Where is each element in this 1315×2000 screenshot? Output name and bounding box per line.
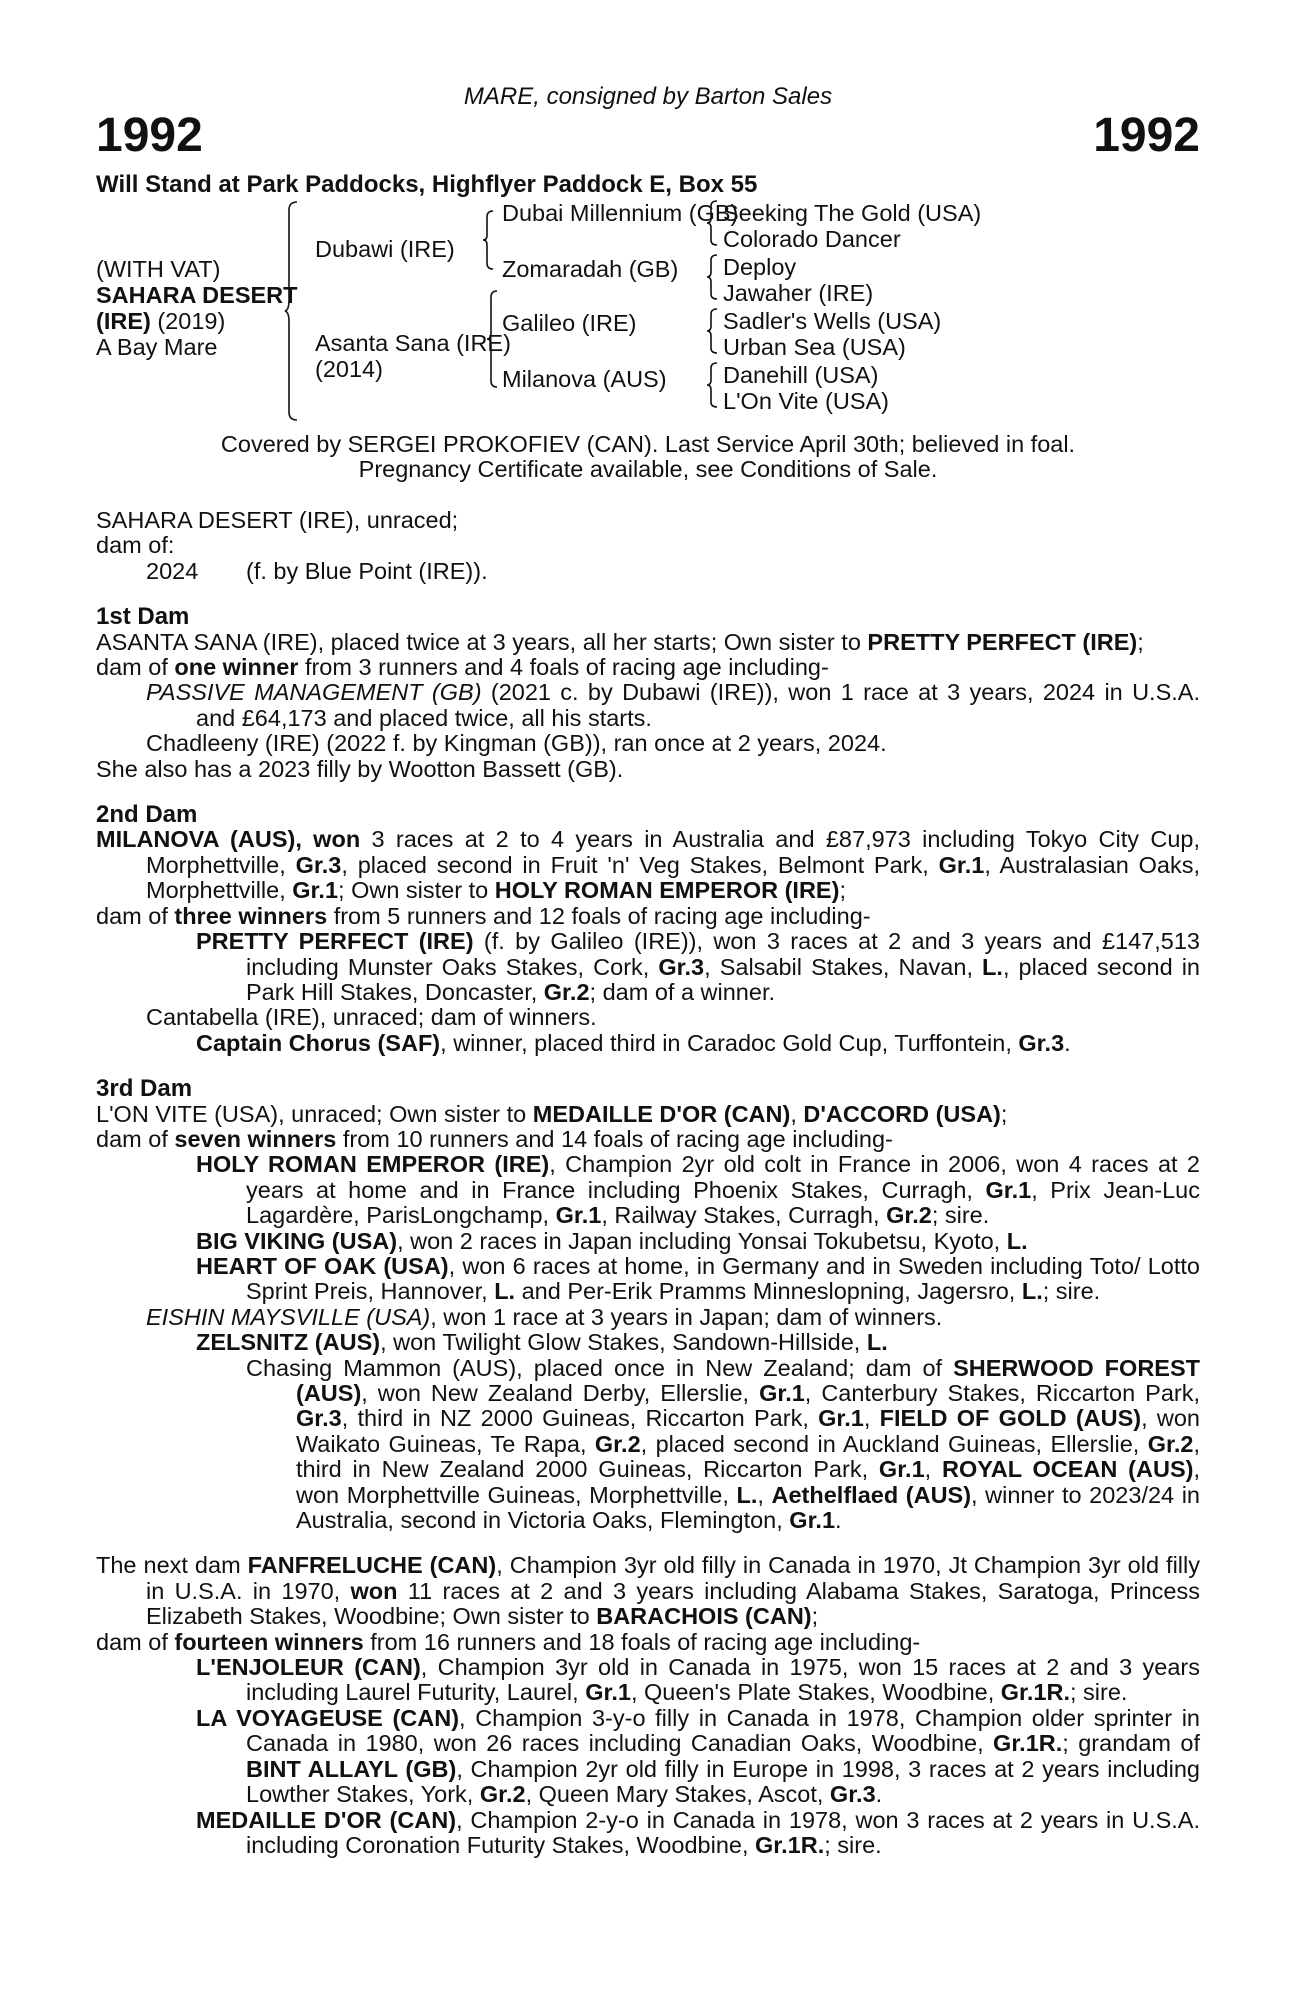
second-dam-grandfoal: Captain Chorus (SAF), winner, placed third in Caradoc Gold Cup, Turffontein, Gr.3. [196,1029,1071,1056]
second-dam-heading: 2nd Dam [96,801,198,829]
horse-description: A Bay Mare [96,334,218,360]
first-dam-para: ASANTA SANA (IRE), placed twice at 3 years, all her starts; Own sister to PRETTY PERFECT (IRE); [96,628,1144,655]
third-dam-heading: 3rd Dam [96,1075,193,1103]
sire-name: Dubawi (IRE) [315,236,455,262]
third-dam-grandfoal-2: Chasing Mammon (AUS), placed once in New Zealand; dam of SHERWOOD FOREST (AUS), won New Zealand Derby, Ellerslie, Gr.1, Canterbury Stakes, Riccarton Park, Gr.3, third in NZ 2000 Guineas, Riccarton Park, Gr.1, FIELD OF GOLD (AUS), won Waikato Guineas, Te Rapa, Gr.2, placed second in Auckland Guineas, Ellerslie, Gr.2, third in New Zealand 2000 Guineas, Riccarton Park, Gr.1, ROYAL OCEAN (AUS), won Morphettville Guineas, Morphettville, L., Aethelflaed (AUS), winner to 2023/24 in Australia, second in Victoria Oaks, Flemington, Gr.1. [246,1354,1200,1534]
vat-note: (WITH VAT) [96,256,221,282]
foal-entry: 2024 (f. by Blue Point (IRE)). [146,557,488,584]
second-dam-foal-1: PRETTY PERFECT (IRE) (f. by Galileo (IRE)), won 3 races at 2 and 3 years and £147,513 including Munster Oaks Stakes, Cork, Gr.3, Salsabil Stakes, Navan, L., placed second in Park Hill Stakes, Doncaster, Gr.2; dam of a winner. [196,928,1200,1005]
section-gap [96,1533,1200,1553]
next-dam-foal-2: LA VOYAGEUSE (CAN), Champion 3-y-o filly in Canada in 1978, Champion older sprinter in Canada in 1980, won 26 races including Canadian Oaks, Woodbine, Gr.1R.; grandam of BINT ALLAYL (GB), Champion 2yr old filly in Europe in 1998, 3 races at 2 years including Lowther Stakes, York, Gr.2, Queen Mary Stakes, Ascot, Gr.3. [196,1704,1201,1808]
dam-sire-dam: Urban Sea (USA) [723,334,906,360]
dam-brace [486,290,500,388]
dam-year: (2014) [315,356,383,382]
gen3-brace-1 [706,200,720,246]
lot-number-left: 1992 [96,109,203,162]
sire-brace [482,210,496,270]
third-dam-grandfoal-1: ZELSNITZ (AUS), won Twilight Glow Stakes, Sandown-Hillside, L. [196,1329,888,1356]
covering-note [96,432,1200,483]
third-dam-produce: dam of seven winners from 10 runners and 14 foals of racing age including- [96,1125,893,1152]
second-dam-para: MILANOVA (AUS), won 3 races at 2 to 4 years in Australia and £87,973 including Tokyo City Cup, Morphettville, Gr.3, placed second in Fruit 'n' Veg Stakes, Belmont Park, Gr.1, Australasian Oaks, Morphettville, Gr.1; Own sister to HOLY ROMAN EMPEROR (IRE); [96,826,1200,904]
third-dam-foal-2: BIG VIKING (USA), won 2 races in Japan including Yonsai Tokubetsu, Kyoto, L. [196,1227,1028,1254]
gen3-brace-4 [706,362,720,408]
lot-number-right: 1992 [1093,109,1200,162]
summary-line-1: SAHARA DESERT (IRE), unraced; [96,507,459,533]
stabling-location: Will Stand at Park Paddocks, Highflyer Paddock E, Box 55 [96,171,758,198]
first-dam-foal-2: Chadleeny (IRE) (2022 f. by Kingman (GB)), ran once at 2 years, 2024. [146,730,887,757]
dam-dam-dam: L'On Vite (USA) [723,388,890,414]
gen3-brace-2 [706,254,720,300]
first-dam-produce: dam of one winner from 3 runners and 4 foals of racing age including- [96,654,829,681]
next-dam-foal-3: MEDAILLE D'OR (CAN), Champion 2-y-o in Canada in 1978, won 3 races at 2 years in U.S.A. including Coronation Futurity Stakes, Woodbine, Gr.1R.; sire. [196,1806,1200,1858]
third-dam-foal-4: EISHIN MAYSVILLE (USA), won 1 race at 3 years in Japan; dam of winners. [146,1303,943,1330]
consignor-subtitle: MARE, consigned by Barton Sales [463,83,833,110]
first-dam-note: She also has a 2023 filly by Wootton Bassett (GB). [96,755,624,782]
sire-dam-dam: Jawaher (IRE) [723,280,874,306]
next-dam-foal-1: L'ENJOLEUR (CAN), Champion 3yr old in Canada in 1975, won 15 races at 2 and 3 years including Laurel Futurity, Laurel, Gr.1, Queen's Plate Stakes, Woodbine, Gr.1R.; sire. [196,1654,1200,1706]
dam-dam-sire: Danehill (USA) [723,362,879,388]
covered-line-2: Pregnancy Certificate available, see Conditions of Sale. [358,456,938,483]
next-dam-produce: dam of fourteen winners from 16 runners and 18 foals of racing age including- [96,1628,921,1655]
dam-sire-sire: Sadler's Wells (USA) [723,308,942,334]
horse-name: SAHARA DESERT [96,282,298,308]
sire-sire: Dubai Millennium (GB) [502,200,739,226]
second-dam-produce: dam of three winners from 5 runners and 12 foals of racing age including- [96,902,871,929]
next-dam-para: The next dam FANFRELUCHE (CAN), Champion 3yr old filly in Canada in 1970, Jt Champion 3yr old filly in U.S.A. in 1970, won 11 races at 2 and 3 years including Alabama Stakes, Saratoga, Princess Elizabeth Stakes, Woodbine; Own sister to BARACHOIS (CAN); [96,1552,1200,1630]
third-dam-foal-1: HOLY ROMAN EMPEROR (IRE), Champion 2yr old colt in France in 2006, won 4 races at 2 years at home and in France including Phoenix Stakes, Curragh, Gr.1, Prix Jean-Luc Lagardère, ParisLongchamp, Gr.1, Railway Stakes, Curragh, Gr.2; sire. [196,1151,1200,1229]
third-dam-foal-3: HEART OF OAK (USA), won 6 races at home, in Germany and in Sweden including Toto/ Lotto Sprint Preis, Hannover, L. and Per-Erik Pramms Minneslopning, Jagersro, L.; sire. [196,1252,1200,1305]
main-brace [284,200,300,422]
sire-dam-sire: Deploy [723,254,797,280]
first-dam-heading: 1st Dam [96,603,190,631]
gen3-brace-3 [706,308,720,354]
sire-sire-sire: Seeking The Gold (USA) [723,200,982,226]
first-dam-foal-1: PASSIVE MANAGEMENT (GB) (2021 c. by Dubawi (IRE)), won 1 race at 3 years, 2024 in U.S.A. and £64,173 and placed twice, all his starts. [146,679,1200,731]
summary-line-2: dam of: [96,532,175,559]
covered-line-1: Covered by SERGEI PROKOFIEV (CAN). Last Service April 30th; believed in foal. [220,431,1076,457]
sire-sire-dam: Colorado Dancer [723,226,901,252]
horse-origin-year: (IRE) (2019) [96,308,226,334]
sire-dam: Zomaradah (GB) [502,256,679,282]
dam-dam: Milanova (AUS) [502,366,667,392]
pedigree-table [96,200,1200,422]
dam-name: Asanta Sana (IRE) [315,330,511,356]
third-dam-para: L'ON VITE (USA), unraced; Own sister to MEDAILLE D'OR (CAN), D'ACCORD (USA); [96,1100,1008,1127]
dam-sire: Galileo (IRE) [502,310,637,336]
second-dam-foal-2: Cantabella (IRE), unraced; dam of winners. [146,1004,597,1031]
produce-record [96,508,1200,1858]
